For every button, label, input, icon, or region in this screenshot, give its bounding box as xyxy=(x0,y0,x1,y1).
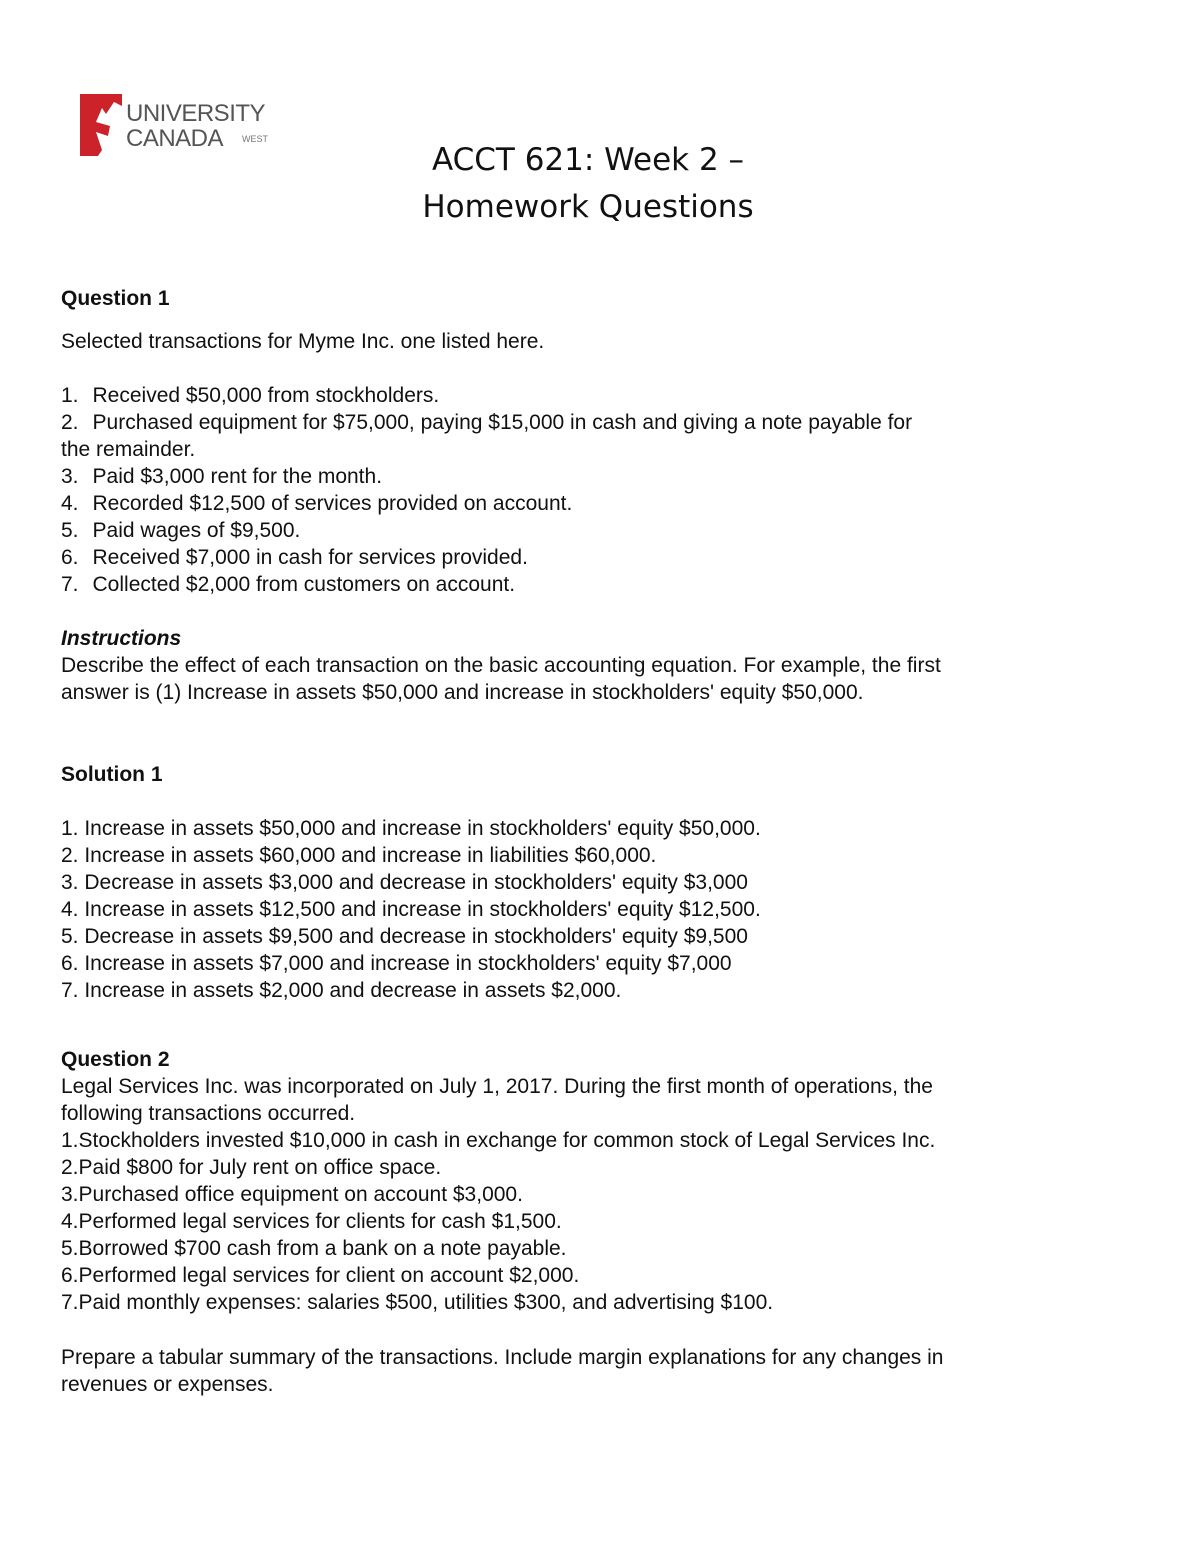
list-item xyxy=(61,382,1071,409)
list-item xyxy=(61,517,1071,544)
list-item: 7. Increase in assets $2,000 and decrease in assets $2,000. xyxy=(61,979,622,1002)
logo-line-3: WEST xyxy=(242,134,268,144)
list-text: Received $50,000 from stockholders. xyxy=(92,384,440,407)
list-item: 4. Increase in assets $12,500 and increase in stockholders' equity $12,500. xyxy=(61,898,761,921)
list-item: 5.Borrowed $700 cash from a bank on a note payable. xyxy=(61,1237,567,1260)
list-number: 1. xyxy=(61,384,79,407)
list-text: Paid $3,000 rent for the month. xyxy=(92,465,383,488)
solution-1-list xyxy=(61,815,1071,1004)
page-title-line-2: Homework Questions xyxy=(422,189,754,225)
question-1-intro: Selected transactions for Myme Inc. one listed here. xyxy=(61,330,545,353)
list-item: 2.Paid $800 for July rent on office space. xyxy=(61,1156,442,1179)
list-item: 6.Performed legal services for client on account $2,000. xyxy=(61,1264,580,1287)
question-2-heading: Question 2 xyxy=(61,1048,170,1071)
list-number: 4. xyxy=(61,492,79,515)
list-number: 6. xyxy=(61,546,79,569)
list-item: 1. Increase in assets $50,000 and increase in stockholders' equity $50,000. xyxy=(61,817,761,840)
page-title-line-1: ACCT 621: Week 2 – xyxy=(431,142,745,178)
solution-1-heading: Solution 1 xyxy=(61,763,163,786)
instructions-line-1: Describe the effect of each transaction on the basic accounting equation. For example, the first xyxy=(61,654,941,677)
list-item xyxy=(61,409,1071,436)
list-number: 7. xyxy=(61,573,79,596)
list-number: 3. xyxy=(61,465,79,488)
question-2-list xyxy=(61,1127,1071,1316)
question-2-intro-line-2: following transactions occurred. xyxy=(61,1102,356,1125)
list-text: Received $7,000 in cash for services provided. xyxy=(92,546,528,569)
list-item xyxy=(61,571,1071,598)
list-item: 2. Increase in assets $60,000 and increase in liabilities $60,000. xyxy=(61,844,657,867)
list-item: 5. Decrease in assets $9,500 and decrease in stockholders' equity $9,500 xyxy=(61,925,748,948)
list-text: Collected $2,000 from customers on account. xyxy=(92,573,516,596)
list-text: Recorded $12,500 of services provided on account. xyxy=(92,492,573,515)
instructions-line-2: answer is (1) Increase in assets $50,000 and increase in stockholders' equity $50,000. xyxy=(61,681,864,704)
list-item xyxy=(61,463,1071,490)
question-1-list xyxy=(61,382,1071,598)
list-item: 7.Paid monthly expenses: salaries $500, utilities $300, and advertising $100. xyxy=(61,1291,774,1314)
list-text: Purchased equipment for $75,000, paying $15,000 in cash and giving a note payable for xyxy=(92,411,913,434)
logo-line-1: UNIVERSITY xyxy=(126,100,266,127)
list-item-continuation: the remainder. xyxy=(61,438,196,461)
question-1-heading: Question 1 xyxy=(61,287,170,310)
list-text: Paid wages of $9,500. xyxy=(92,519,301,542)
question-2-task-line-2: revenues or expenses. xyxy=(61,1373,274,1396)
question-2-task-line-1: Prepare a tabular summary of the transactions. Include margin explanations for any changes in xyxy=(61,1346,944,1369)
list-item: 3. Decrease in assets $3,000 and decrease in stockholders' equity $3,000 xyxy=(61,871,748,894)
list-item xyxy=(61,490,1071,517)
logo-line-2: CANADA xyxy=(126,125,224,152)
instructions-heading: Instructions xyxy=(61,627,182,650)
list-item: 6. Increase in assets $7,000 and increase in stockholders' equity $7,000 xyxy=(61,952,732,975)
list-item: 4.Performed legal services for clients for cash $1,500. xyxy=(61,1210,562,1233)
list-item: 1.Stockholders invested $10,000 in cash in exchange for common stock of Legal Services Inc. xyxy=(61,1129,936,1152)
list-number: 2. xyxy=(61,411,79,434)
question-2-intro-line-1: Legal Services Inc. was incorporated on July 1, 2017. During the first month of operations, the xyxy=(61,1075,933,1098)
list-number: 5. xyxy=(61,519,79,542)
list-item xyxy=(61,544,1071,571)
list-item: 3.Purchased office equipment on account $3,000. xyxy=(61,1183,523,1206)
